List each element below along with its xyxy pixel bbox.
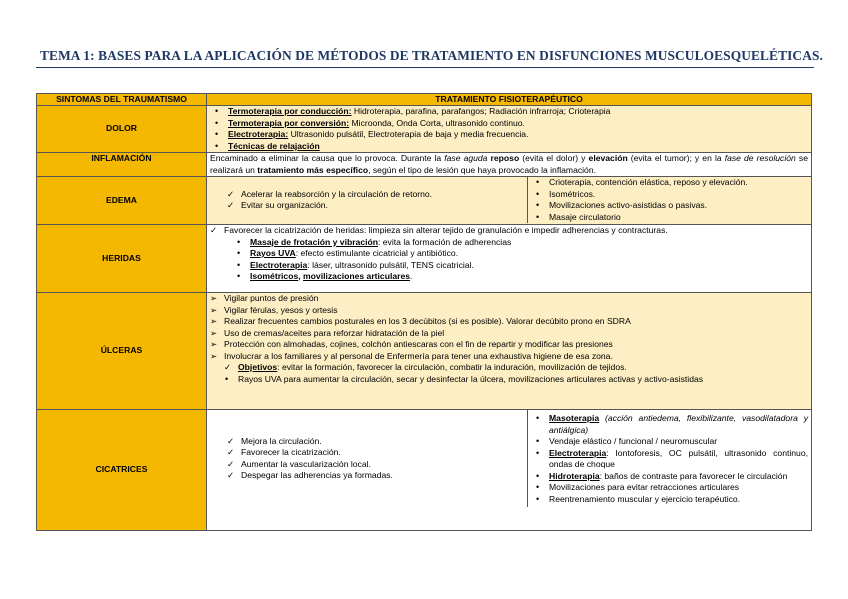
- treatment-ulceras: [207, 293, 812, 410]
- list-item: • Termoterapia por conversión: Microonda, Onda Corta, ultrasonido continuo.: [210, 118, 808, 130]
- list-item: • Crioterapia, contención elástica, reposo y elevación.: [531, 177, 808, 189]
- list-item: • Electroterapia: láser, ultrasonido pulsátil, TENS cicatricial.: [232, 260, 808, 272]
- treatment-dolor: [207, 106, 812, 153]
- list-item: • Electroterapia: Ultrasonido pulsátil, Electroterapia de baja y media frecuencia.: [210, 129, 808, 141]
- list-item: • Isométricos.: [531, 189, 808, 201]
- header-symptoms: SINTOMAS DEL TRAUMATISMO: [37, 94, 207, 106]
- list-item: • Vendaje elástico / funcional / neuromuscular: [531, 436, 808, 448]
- list-item: • Rayos UVA: efecto estimulante cicatricial y antibiótico.: [232, 248, 808, 260]
- list-item: ➢ Involucrar a los familiares y al personal de Enfermería para tener una exhaustiva higiene de esa zona.: [210, 351, 808, 363]
- list-item: ✓ Evitar su organización.: [227, 200, 524, 212]
- title-underline: [36, 67, 814, 68]
- list-item: ✓ Despegar las adherencias ya formadas.: [227, 470, 524, 482]
- page-title: TEMA 1: BASES PARA LA APLICACIÓN DE MÉTODOS DE TRATAMIENTO EN DISFUNCIONES MUSCULOESQUELÉTICAS.: [40, 48, 823, 63]
- row-ulceras: [37, 293, 812, 410]
- list-item: ➢ Vigilar férulas, yesos y ortesis: [210, 305, 808, 317]
- list-item: • Movilizaciones activo-asistidas o pasivas.: [531, 200, 808, 212]
- header-treatment: TRATAMIENTO FISIOTERAPÉUTICO: [207, 94, 812, 106]
- label-edema: EDEMA: [37, 177, 207, 225]
- list-item: ✓ Objetivos: evitar la formación, favorecer la circulación, combatir la induración, movilización de tejidos.: [224, 362, 808, 374]
- list-item: ➢ Realizar frecuentes cambios posturales en los 3 decúbitos (si es posible). Valorar decúbito prono en SDRA: [210, 316, 808, 328]
- list-item: ✓ Favorecer la cicatrización de heridas: limpieza sin alterar tejido de granulación e impedir adherencias y contracturas.: [210, 225, 808, 237]
- list-item: • Hidroterapia: baños de contraste para favorecer le circulación: [531, 471, 808, 483]
- treatment-cicatrices: [207, 410, 812, 531]
- treatment-inflamacion: Encaminado a eliminar la causa que lo provoca. Durante la fase aguda reposo (evita el dolor) y elevación (evita el tumor); y en la fase de resolución se realizará un tratamiento más específico, según el tipo de lesión que haya provocado la inflamación.: [207, 153, 812, 177]
- treatment-heridas: [207, 225, 812, 293]
- list-item: • Rayos UVA para aumentar la circulación, secar y desinfectar la úlcera, movilizaciones articulares activas y activo-asistidas: [220, 374, 808, 386]
- label-cicatrices: CICATRICES: [37, 410, 207, 531]
- list-item: ✓ Aumentar la vascularización local.: [227, 459, 524, 471]
- list-item: • Termoterapia por conducción: Hidroterapia, parafina, parafangos; Radiación infrarroja; Crioterapia: [210, 106, 808, 118]
- label-dolor: DOLOR: [37, 106, 207, 153]
- list-item: • Reentrenamiento muscular y ejercicio terapéutico.: [531, 494, 808, 506]
- list-item: ✓ Mejora la circulación.: [227, 436, 524, 448]
- list-item: ➢ Vigilar puntos de presión: [210, 293, 808, 305]
- label-inflamacion: INFLAMACIÓN: [37, 153, 207, 177]
- list-item: ➢ Protección con almohadas, cojines, colchón antiescaras con el fin de repartir y modificar las presiones: [210, 339, 808, 351]
- list-item: ✓ Acelerar la reabsorción y la circulación de retorno.: [227, 189, 524, 201]
- row-cicatrices: [37, 410, 812, 531]
- list-item: • Masoterapia (acción antiedema, flexibilizante, vasodilatadora y antiálgica): [531, 413, 808, 436]
- row-inflamacion: [37, 153, 812, 177]
- row-dolor: [37, 106, 812, 153]
- list-item: • Electroterapia: Iontoforesis, OC pulsátil, ultrasonido continuo, ondas de choque: [531, 448, 808, 471]
- list-item: • Masaje circulatorio: [531, 212, 808, 224]
- row-heridas: [37, 225, 812, 293]
- label-heridas: HERIDAS: [37, 225, 207, 293]
- list-item: • Isométricos, movilizaciones articulares.: [232, 271, 808, 283]
- list-item: ✓ Favorecer la cicatrización.: [227, 447, 524, 459]
- treatment-table: [36, 93, 812, 531]
- label-ulceras: ÚLCERAS: [37, 293, 207, 410]
- list-item: • Movilizaciones para evitar retracciones articulares: [531, 482, 808, 494]
- list-item: ➢ Uso de cremas/aceites para reforzar hidratación de la piel: [210, 328, 808, 340]
- list-item: • Masaje de frotación y vibración: evita la formación de adherencias: [232, 237, 808, 249]
- row-edema: [37, 177, 812, 225]
- list-item: • Técnicas de relajación: [210, 141, 808, 153]
- treatment-edema: [207, 177, 812, 225]
